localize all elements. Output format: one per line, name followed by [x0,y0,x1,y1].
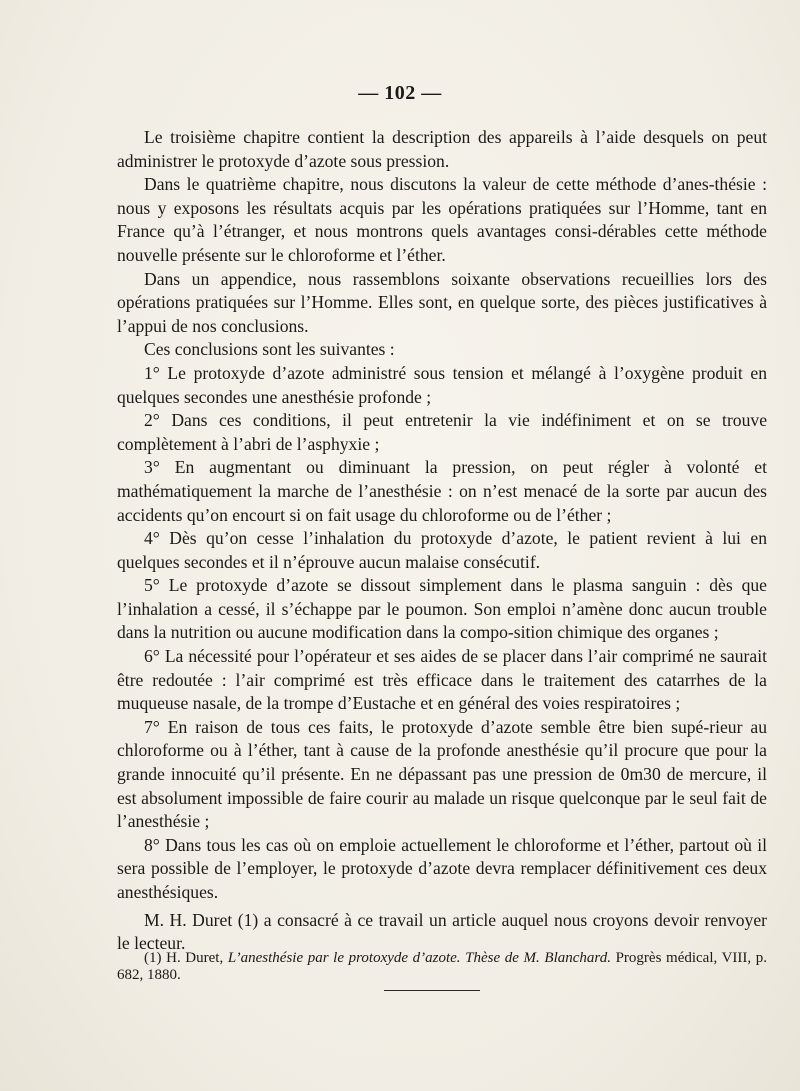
body-text [117,126,767,956]
paragraph: M. H. Duret (1) a consacré à ce travail un article auquel nous croyons devoir renvoyer le lecteur. [117,909,767,954]
paragraph: 7° En raison de tous ces faits, le protoxyde d’azote semble être bien supé-rieur au chloroforme ou à l’éther, tant à cause de la profonde anesthésie qu’il procure que pour la grande innocuité qu’il présente. En ne dépassant pas une pression de 0m30 de mercure, il est absolument impossible de faire courir au malade un risque quelconque par le seul fait de l’anesthésie ; [117,716,767,832]
footnote-citation: Progrès médical, VIII, p. 682, 1880. [117,950,768,983]
paragraph: Ces conclusions sont les suivantes : [144,339,395,360]
footnote [117,950,767,984]
paragraph: Dans le quatrième chapitre, nous discutons la valeur de cette méthode d’anes-thésie : nous y exposons les résultats acquis par les opérations pratiquées sur l’Homme, tant en France qu’à l’étranger, et nous montrons quels avantages consi-dérables cette méthode nouvelle présente sur le chloroforme et l’éther. [117,174,767,265]
paragraph: 4° Dès qu’on cesse l’inhalation du protoxyde d’azote, le patient revient à lui en quelques secondes et il n’éprouve aucun malaise consécutif. [117,528,767,572]
paragraph: 8° Dans tous les cas où on emploie actuellement le chloroforme et l’éther, partout où il sera possible de l’employer, le protoxyde d’azote devra remplacer définitivement ces deux anesthésiques. [117,834,767,902]
footnote-divider [384,990,480,991]
paragraph: Dans un appendice, nous rassemblons soixante observations recueillies lors des opérations pratiquées sur l’Homme. Elles sont, en quelque sorte, des pièces justificatives à l’appui de nos conclusions. [117,268,767,336]
paragraph: 5° Le protoxyde d’azote se dissout simplement dans le plasma sanguin : dès que l’inhalation a cessé, il s’échappe par le poumon. Son emploi n’amène donc aucun trouble dans la nutrition ou aucune modification dans la compo-sition chimique des organes ; [117,575,767,643]
paragraph: 6° La nécessité pour l’opérateur et ses aides de se placer dans l’air comprimé ne saurait être redoutée : l’air comprimé est très efficace dans le traitement des catarrhes de la muqueuse nasale, de la trompe d’Eustache et en général des voies respiratoires ; [117,646,767,714]
footnote-marker: (1) H. Duret, [144,950,224,966]
paragraph: Le troisième chapitre contient la description des appareils à l’aide desquels on peut administrer le protoxyde d’azote sous pression. [117,127,767,171]
page-number: — 102 — [358,82,442,104]
paragraph: 3° En augmentant ou diminuant la pression, on peut régler à volonté et mathématiquement la marche de l’anesthésie : on n’est menacé de la sorte par aucun des accidents qu’on encourt si on fait usage du chloroforme ou de l’éther ; [117,457,767,525]
footnote-work-title: L’anesthésie par le protoxyde d’azote. Thèse de M. Blanchard. [227,950,611,966]
paragraph: 2° Dans ces conditions, il peut entretenir la vie indéfiniment et on se trouve complètement à l’abri de l’asphyxie ; [117,410,767,454]
paragraph: 1° Le protoxyde d’azote administré sous tension et mélangé à l’oxygène produit en quelques secondes une anesthésie profonde ; [117,362,767,407]
